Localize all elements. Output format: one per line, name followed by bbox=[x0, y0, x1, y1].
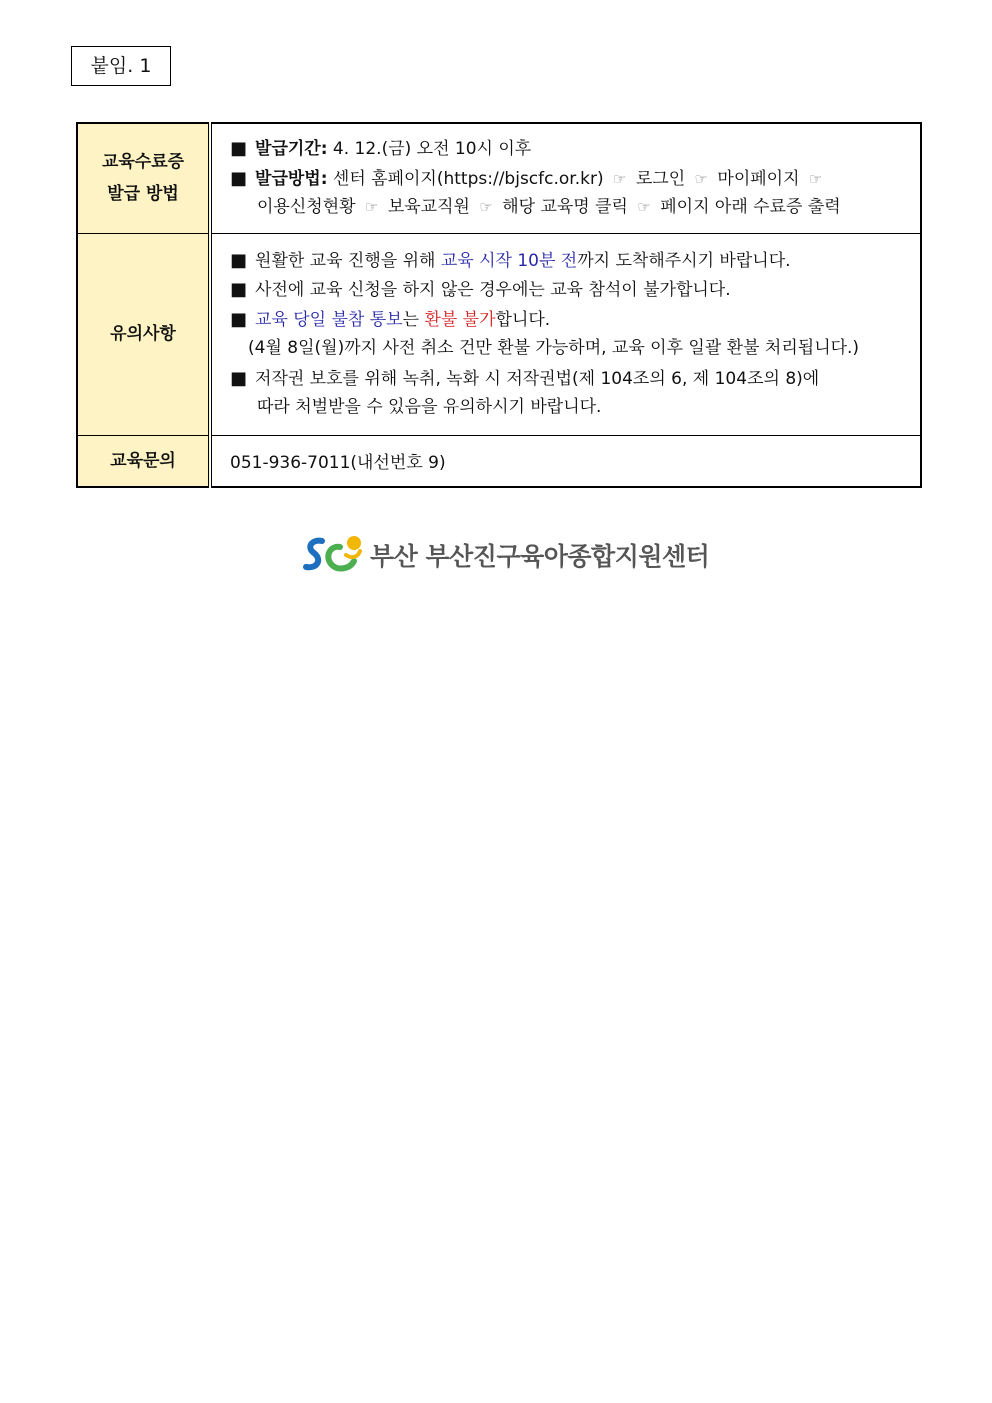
info-table bbox=[76, 122, 922, 488]
center-logo-icon bbox=[302, 533, 366, 577]
issue-method-line-2 bbox=[230, 193, 920, 223]
method-step-print: 페이지 아래 수료증 출력 bbox=[660, 197, 841, 217]
method-step-mypage: 마이페이지 bbox=[717, 168, 800, 189]
bullet-icon: ■ bbox=[230, 367, 248, 389]
issue-period-line bbox=[230, 134, 920, 164]
pointing-hand-icon: ☞ bbox=[479, 198, 493, 216]
bullet-icon: ■ bbox=[230, 279, 248, 300]
certificate-label-cell bbox=[77, 123, 210, 233]
pointing-hand-icon: ☞ bbox=[637, 198, 651, 216]
table-row-notes bbox=[77, 233, 921, 435]
bullet-icon: ■ bbox=[230, 167, 248, 189]
notes-label: 유의사항 bbox=[77, 233, 210, 435]
note-line-registration bbox=[230, 275, 920, 305]
note-line-copyright bbox=[230, 364, 920, 394]
pointing-hand-icon: ☞ bbox=[694, 169, 708, 188]
certificate-label-line2: 발급 방법 bbox=[107, 184, 179, 205]
attachment-label: 붙임. 1 bbox=[71, 46, 171, 86]
method-step-homepage: 센터 홈페이지(https://bjscfc.or.kr) bbox=[332, 168, 604, 189]
bullet-icon: ■ bbox=[230, 249, 248, 271]
table-row-inquiry bbox=[77, 435, 921, 487]
note-refund-post: 합니다. bbox=[495, 309, 551, 330]
issue-method-line bbox=[230, 164, 920, 194]
pointing-hand-icon: ☞ bbox=[808, 169, 823, 188]
method-step-staff: 보육교직원 bbox=[387, 197, 470, 217]
note-line-arrival bbox=[230, 246, 920, 276]
bullet-icon: ■ bbox=[230, 308, 248, 330]
note-arrival-post: 까지 도착해주시기 바랍니다. bbox=[577, 250, 791, 271]
pointing-hand-icon: ☞ bbox=[364, 198, 379, 216]
pointing-hand-icon: ☞ bbox=[613, 169, 627, 188]
note-line-copyright-cont: 따라 처벌받을 수 있음을 유의하시기 바랍니다. bbox=[257, 397, 602, 417]
note-refund-highlight-blue: 교육 당일 불참 통보 bbox=[255, 309, 403, 330]
note-refund-highlight-red: 환불 불가 bbox=[424, 309, 496, 330]
inquiry-label: 교육문의 bbox=[77, 435, 210, 487]
note-registration-text: 사전에 교육 신청을 하지 않은 경우에는 교육 참석이 불가합니다. bbox=[255, 280, 731, 300]
bullet-icon: ■ bbox=[230, 138, 248, 159]
method-step-course-click: 해당 교육명 클릭 bbox=[502, 197, 628, 217]
table-row-certificate bbox=[77, 123, 921, 233]
issue-method-label: 발급방법: bbox=[255, 168, 328, 189]
note-arrival-pre: 원활한 교육 진행을 위해 bbox=[255, 250, 441, 271]
inquiry-value: 051-936-7011(내선번호 9) bbox=[210, 435, 921, 487]
note-line-refund-detail: (4월 8일(월)까지 사전 취소 건만 환불 가능하며, 교육 이후 일괄 환불 처리됩니다.) bbox=[248, 338, 860, 358]
method-step-login: 로그인 bbox=[635, 168, 686, 189]
issue-period-label: 발급기간: bbox=[255, 139, 328, 159]
note-line-refund bbox=[230, 305, 920, 335]
method-step-usage-status: 이용신청현황 bbox=[257, 197, 356, 217]
notes-content bbox=[210, 233, 921, 435]
certificate-label-line1: 교육수료증 bbox=[101, 152, 185, 173]
note-copyright-text: 저작권 보호를 위해 녹취, 녹화 시 저작권법(제 104조의 6, 제 104조의 8)에 bbox=[255, 368, 820, 389]
note-arrival-highlight: 교육 시작 10분 전 bbox=[440, 250, 578, 271]
center-logo bbox=[302, 532, 709, 578]
certificate-content bbox=[210, 123, 921, 233]
center-logo-text: 부산 부산진구육아종합지원센터 bbox=[370, 542, 710, 571]
issue-period-value: 4. 12.(금) 오전 10시 이후 bbox=[332, 139, 532, 159]
note-refund-mid: 는 bbox=[402, 309, 425, 330]
